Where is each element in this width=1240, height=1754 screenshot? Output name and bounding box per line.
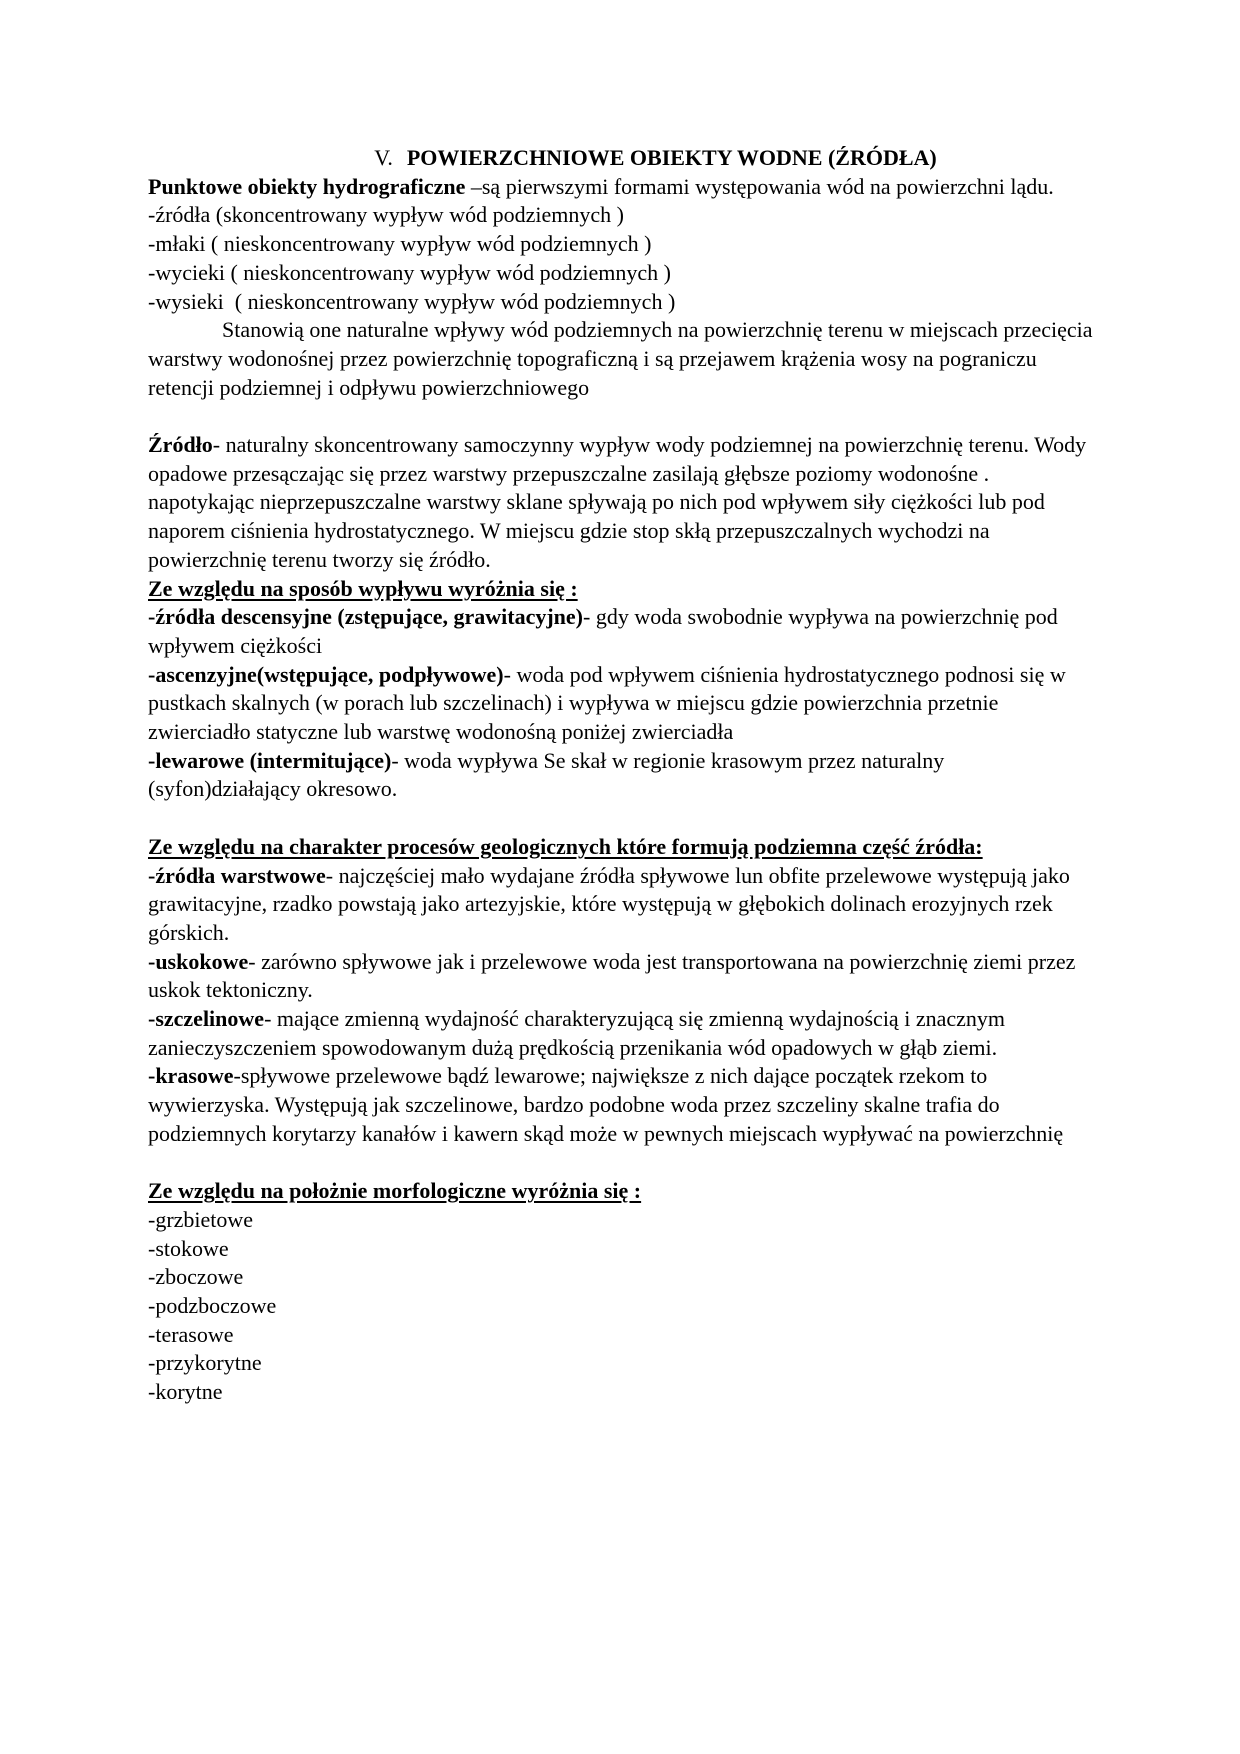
intro-paragraph: Stanowią one naturalne wpływy wód podziemnych na powierzchnię terenu w miejscach przecięcia warstwy wodonośnej przez powierzchnię topograficzną i są przejawem krążenia wosy na pograniczu retencji podziemnej i odpływu powierzchniowego: [148, 317, 1093, 400]
outflow-term: -źródła descensyjne (zstępujące, grawitacyjne): [148, 604, 583, 630]
geology-text: - najczęściej mało wydajane źródła spływowe lun obfite przelewowe występują jako grawitacyjne, rzadko powstają jako artezyjskie, które występują w głębokich dolinach erozyjnych rzek górskich.: [148, 862, 1070, 945]
intro-text: –są pierwszymi formami występowania wód na powierzchni lądu.: [465, 173, 1054, 199]
geology-item: [148, 948, 1093, 1005]
geology-text: - zarówno spływowe jak i przelewowe woda jest transportowana na powierzchnię ziemi przez uskok tektoniczny.: [148, 948, 1076, 1003]
geology-item: [148, 862, 1093, 948]
geology-item: [148, 1062, 1093, 1148]
morphology-item: -grzbietowe: [148, 1206, 254, 1232]
geology-term: -źródła warstwowe: [148, 862, 326, 888]
intro-term: Punktowe obiekty hydrograficzne: [148, 173, 466, 199]
section-number: V.: [374, 145, 393, 170]
document-title: [148, 144, 1093, 173]
spacer: [148, 1149, 1093, 1178]
title-text: POWIERZCHNIOWE OBIEKTY WODNE (ŹRÓDŁA): [406, 145, 937, 170]
outflow-item: [148, 603, 1093, 660]
outflow-text: - gdy woda swobodnie wypływa na powierzchnię pod wpływem ciężkości: [148, 604, 1058, 658]
geology-text: - mające zmienną wydajność charakteryzującą się zmienną wydajnością i znacznym zanieczyszczeniem spowodowanym dużą prędkością przenikania wód opadowych w głąb ziemi.: [148, 1006, 1005, 1060]
geology-term: -uskokowe: [148, 948, 249, 974]
type-item: -wysieki ( nieskoncentrowany wypływ wód podziemnych ): [148, 288, 676, 314]
outflow-text: - woda pod wpływem ciśnienia hydrostatycznego podnosi się w pustkach skalnych (w porach lub szczelinach) i wypływa w miejscu gdzie powierzchnia przetnie zwierciadło statyczne lub warstwę wodonośną poniżej zwierciadła: [148, 661, 1066, 745]
type-item: -wycieki ( nieskoncentrowany wypływ wód podziemnych ): [148, 259, 671, 285]
morphology-item: -zboczowe: [148, 1264, 244, 1290]
morphology-item: -korytne: [148, 1379, 223, 1405]
morphology-item: -przykorytne: [148, 1350, 262, 1376]
geology-term: -szczelinowe: [148, 1006, 265, 1032]
document-page: [148, 144, 1093, 1407]
morphology-item: -stokowe: [148, 1235, 229, 1261]
geology-text: -spływowe przelewowe bądź lewarowe; największe z nich dające początek rzekom to wywierzyska. Występują jak szczelinowe, bardzo podobne woda przez szczeliny skalne trafia do podziemnych korytarzy kanałów i kawern skąd może w pewnych miejscach wypływać na powierzchnię: [148, 1063, 1064, 1146]
spacer: [148, 402, 1093, 431]
outflow-item: [148, 747, 1093, 804]
outflow-text: - woda wypływa Se skał w regionie krasowym przez naturalny (syfon)działający okresowo.: [148, 747, 945, 802]
intro-line: [148, 173, 1093, 202]
definition-term: Źródło: [148, 432, 213, 458]
geology-item: [148, 1005, 1093, 1062]
outflow-item: [148, 661, 1093, 747]
outflow-term: -lewarowe (intermitujące): [148, 747, 392, 773]
type-item: -źródła (skoncentrowany wypływ wód podziemnych ): [148, 202, 624, 228]
section-heading-morphology: Ze względu na położnie morfologiczne wyróżnia się :: [148, 1178, 642, 1204]
section-heading-geology: Ze względu na charakter procesów geologicznych które formują podziemna część źródła:: [148, 833, 983, 859]
type-item: -młaki ( nieskoncentrowany wypływ wód podziemnych ): [148, 231, 652, 257]
morphology-item: -terasowe: [148, 1321, 234, 1347]
definition-paragraph: [148, 431, 1093, 575]
morphology-item: -podzboczowe: [148, 1293, 277, 1319]
definition-text: - naturalny skoncentrowany samoczynny wypływ wody podziemnej na powierzchnię terenu. Wody opadowe przesączając się przez warstwy przepuszczalne zasilają głębsze poziomy wodonośne . napotykając nieprzepuszczalne warstwy sklane spływają po nich pod wpływem siły ciężkości lub pod naporem ciśnienia hydrostatycznego. W miejscu gdzie stop skłą przepuszczalnych wychodzi na powierzchnię terenu tworzy się źródło.: [148, 432, 1087, 572]
section-heading-outflow: Ze względu na sposób wypływu wyróżnia się :: [148, 575, 578, 601]
geology-term: -krasowe: [148, 1063, 234, 1089]
outflow-term: -ascenzyjne(wstępujące, podpływowe): [148, 661, 504, 687]
spacer: [148, 804, 1093, 833]
